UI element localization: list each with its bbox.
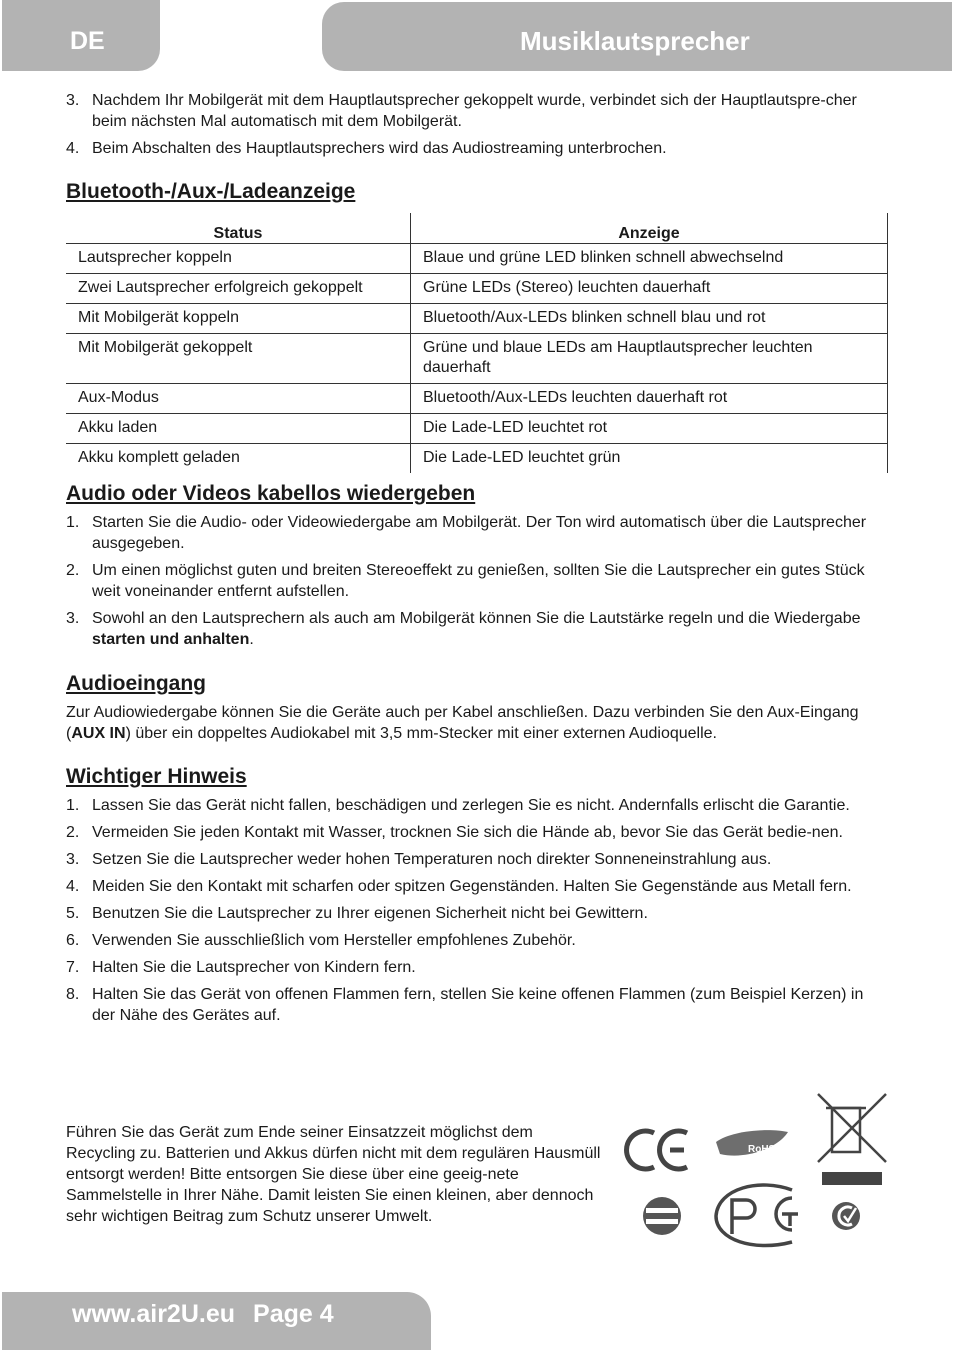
list-text-bold: starten und anhalten [92,631,250,648]
list-text: Starten Sie die Audio- oder Videowiedergabe am Mobilgerät. Der Ton wird automatisch über die Lautsprecher ausgegeben. [92,514,867,552]
list-number: 4. [66,878,80,895]
list-number: 8. [66,986,80,1003]
list-text: Vermeiden Sie jeden Kontakt mit Wasser, trocknen Sie sich die Hände ab, bevor Sie das Gerät bedie-nen. [92,824,843,841]
page-title: Musiklautsprecher [520,26,750,56]
list-number: 7. [66,959,80,976]
indicator-cell: Grüne LEDs (Stereo) leuchten dauerhaft [411,274,888,304]
list-text-end: . [249,631,254,648]
list-text: Setzen Sie die Lautsprecher weder hohen Temperaturen noch direkter Sonneneinstrahlung aus. [92,851,772,868]
indicator-table [66,213,888,473]
certification-logos [620,1090,895,1255]
playback-list-block [66,512,888,656]
list-item [66,795,888,816]
indicator-cell: Blaue und grüne LED blinken schnell abwechselnd [411,244,888,274]
playback-list [66,512,888,650]
rohs-label: RoHS [748,1144,776,1155]
list-item [66,876,888,897]
section-heading-indicator: Bluetooth-/Aux-/Ladeanzeige [66,180,356,203]
pct-mark-icon [716,1185,798,1246]
intro-list-block [66,90,888,165]
logos-svg [620,1090,895,1255]
list-text: Halten Sie das Gerät von offenen Flammen fern, stellen Sie keine offenen Flammen (zum Beispiel Kerzen) in der Nähe des Gerätes auf. [92,986,864,1024]
rohs-leaf-icon [716,1130,788,1161]
footer-tab [2,1292,431,1350]
list-number: 4. [66,140,80,157]
table-row [66,244,888,274]
list-item [66,560,888,602]
list-item [66,903,888,924]
list-number: 2. [66,824,80,841]
list-text: Sowohl an den Lautsprechern als auch am Mobilgerät können Sie die Lautstärke regeln und die Wiedergabe [92,610,861,627]
list-number: 3. [66,610,80,627]
section-heading-audio-in: Audioeingang [66,672,206,695]
list-item [66,822,888,843]
indicator-cell: Die Lade-LED leuchtet rot [411,414,888,444]
table-row [66,304,888,334]
status-cell: Lautsprecher koppeln [66,244,411,274]
rohs-sub-label: COMPLIANT [746,1156,770,1161]
list-item [66,512,888,554]
table-row [66,414,888,444]
list-item [66,930,888,951]
list-text: Meiden Sie den Kontakt mit scharfen oder spitzen Gegenständen. Halten Sie Gegenstände aus Metall fern. [92,878,852,895]
list-text: Benutzen Sie die Lautsprecher zu Ihrer eigenen Sicherheit nicht bei Gewittern. [92,905,648,922]
indicator-cell: Bluetooth/Aux-LEDs blinken schnell blau und rot [411,304,888,334]
status-cell: Akku komplett geladen [66,444,411,474]
status-cell: Mit Mobilgerät koppeln [66,304,411,334]
list-text: Um einen möglichst guten und breiten Stereoeffekt zu genießen, sollten Sie die Lautsprecher ein gutes Stück weit voneinander entfernt aufstellen. [92,562,865,600]
status-cell: Aux-Modus [66,384,411,414]
list-text: Halten Sie die Lautsprecher von Kindern fern. [92,959,416,976]
list-number: 6. [66,932,80,949]
list-item [66,849,888,870]
section-heading-playback: Audio oder Videos kabellos wiedergeben [66,482,476,505]
page-number: Page 4 [253,1300,334,1328]
weee-crossed-bin-icon [818,1094,886,1185]
list-item [66,90,888,132]
audio-in-paragraph [66,702,888,744]
status-cell: Mit Mobilgerät gekoppelt [66,334,411,384]
paragraph-text-bold: AUX IN [71,725,126,742]
list-item [66,138,888,159]
notice-list-block [66,795,888,1032]
language-tab [2,0,160,71]
list-number: 3. [66,851,80,868]
table-row [66,444,888,474]
c-tick-icon [832,1202,860,1230]
ce-mark-icon [627,1131,687,1169]
list-text: Nachdem Ihr Mobilgerät mit dem Hauptlautsprecher gekoppelt wurde, verbindet sich der Hauptlautspre-cher beim nächsten Mal automatisch mit dem Mobilgerät. [92,92,857,130]
website-url: www.air2U.eu [72,1300,236,1328]
status-cell: Zwei Lautsprecher erfolgreich gekoppelt [66,274,411,304]
list-number: 1. [66,514,80,531]
notice-list [66,795,888,1026]
list-item [66,608,888,650]
list-text: Verwenden Sie ausschließlich vom Hersteller empfohlenes Zubehör. [92,932,576,949]
indicator-cell: Bluetooth/Aux-LEDs leuchten dauerhaft rot [411,384,888,414]
table-row [66,274,888,304]
list-text: Lassen Sie das Gerät nicht fallen, beschädigen und zerlegen Sie es nicht. Andernfalls erlischt die Garantie. [92,797,850,814]
section-heading-notice: Wichtiger Hinweis [66,765,247,788]
list-number: 2. [66,562,80,579]
paragraph-text: Zur Audiowiedergabe können Sie die Geräte auch per Kabel anschließen. Dazu verbinden Sie den Aux-Eingang ( [66,704,859,742]
indicator-cell: Die Lade-LED leuchtet grün [411,444,888,474]
recycling-paragraph: Führen Sie das Gerät zum Ende seiner Einsatzzeit möglichst dem Recycling zu. Batterien und Akkus dürfen nicht mit dem regulären Hausmüll entsorgt werden! Bitte entsorgen Sie diese über eine geeig-nete Sammelstelle in Ihrer Nähe. Damit leisten Sie einen kleinen, aber dennoch sehr wichtigen Beitrag zum Schutz unserer Umwelt. [66,1124,601,1225]
indicator-cell: Grüne und blaue LEDs am Hauptlautsprecher leuchten dauerhaft [411,334,888,384]
list-number: 3. [66,92,80,109]
list-item [66,957,888,978]
column-header-indicator: Anzeige [411,213,888,244]
table-row [66,334,888,384]
list-item [66,984,888,1026]
language-code: DE [70,27,105,55]
list-number: 1. [66,797,80,814]
status-cell: Akku laden [66,414,411,444]
paragraph-text-end: ) über ein doppeltes Audiokabel mit 3,5 mm-Stecker mit einer externen Audioquelle. [125,725,717,742]
column-header-status: Status [66,213,411,244]
table-row [66,384,888,414]
list-text: Beim Abschalten des Hauptlautsprechers wird das Audiostreaming unterbrochen. [92,140,667,157]
eac-circle-icon [643,1197,681,1235]
list-number: 5. [66,905,80,922]
intro-list [66,90,888,159]
table-header-row [66,213,888,244]
header-title-tab [322,2,952,71]
